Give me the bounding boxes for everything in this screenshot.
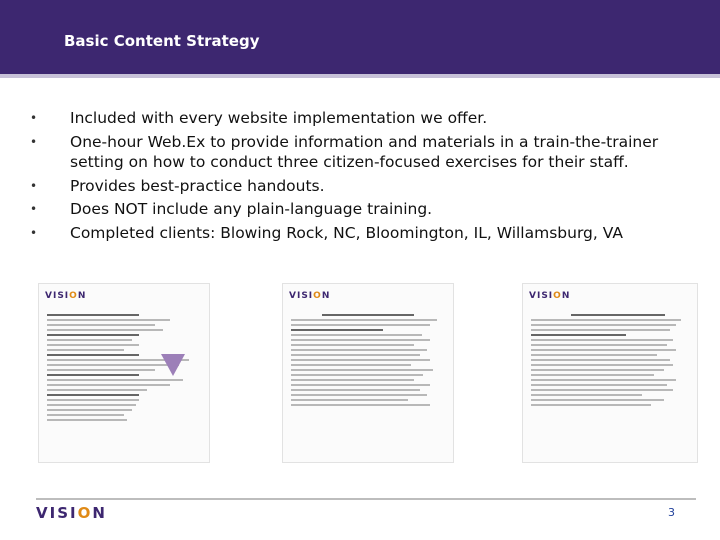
bullet-item bbox=[30, 108, 700, 129]
bullet-text: Included with every website implementation we offer. bbox=[70, 109, 488, 127]
footer-vision-logo: VISION bbox=[36, 504, 107, 522]
bullet-text: Provides best-practice handouts. bbox=[70, 176, 325, 195]
footer-divider bbox=[36, 498, 696, 500]
bullet-item bbox=[30, 223, 700, 244]
bullet-item bbox=[30, 176, 700, 197]
bullet-item bbox=[30, 132, 700, 173]
document-text-lines bbox=[291, 314, 445, 409]
bullet-list bbox=[30, 108, 700, 246]
bullet-dot-icon: • bbox=[30, 202, 38, 216]
bullet-dot-icon: • bbox=[30, 178, 38, 193]
vision-logo: VISION bbox=[45, 291, 87, 301]
vision-logo: VISION bbox=[289, 291, 331, 301]
bullet-text: Completed clients: Blowing Rock, NC, Bloomington, IL, Willamsburg, VA bbox=[70, 223, 623, 242]
bullet-text: Does NOT include any plain-language training. bbox=[70, 200, 433, 218]
bullet-dot-icon: • bbox=[30, 225, 38, 240]
title-banner bbox=[0, 0, 720, 78]
bullet-dot-icon: • bbox=[30, 134, 38, 149]
bullet-text: One-hour Web.Ex to provide information and materials in a train-the-trainer setting on how to conduct three citizen-focused exercises for their staff. bbox=[70, 132, 659, 171]
slide-title: Basic Content Strategy bbox=[64, 32, 260, 50]
document-text-lines bbox=[531, 314, 689, 409]
handout-thumbnail-1[interactable] bbox=[38, 283, 210, 463]
pyramid-graphic-icon bbox=[161, 354, 185, 376]
bullet-dot-icon: • bbox=[30, 111, 38, 125]
bullet-item bbox=[30, 199, 700, 220]
handout-thumbnail-3[interactable] bbox=[522, 283, 698, 463]
vision-logo: VISION bbox=[529, 291, 571, 301]
page-number: 3 bbox=[668, 506, 675, 519]
handout-thumbnail-2[interactable] bbox=[282, 283, 454, 463]
